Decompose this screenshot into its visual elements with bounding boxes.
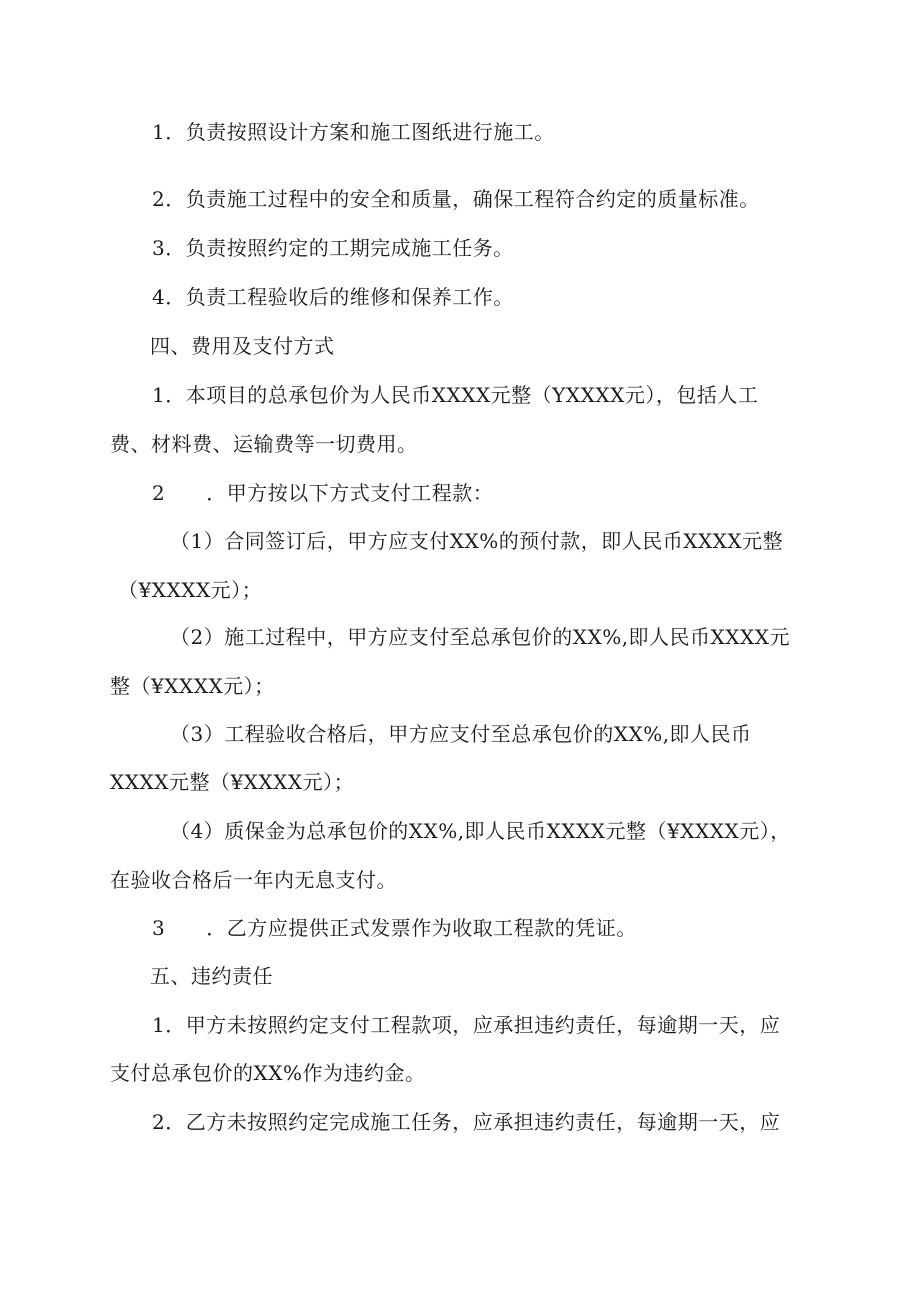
clause-line: 1．负责按照设计方案和施工图纸进行施工。: [152, 120, 555, 144]
clause-line: 整（¥XXXX元）；: [110, 674, 275, 698]
clause-line: 2 ．甲方按以下方式支付工程款：: [152, 481, 494, 505]
clause-line: （2）施工过程中，甲方应支付至总承包价的XX%,即人民币XXXX元: [170, 625, 791, 649]
clause-line: （1）合同签订后，甲方应支付XX%的预付款，即人民币XXXX元整: [170, 529, 784, 553]
clause-line: 1．甲方未按照约定支付工程款项，应承担违约责任，每逾期一天，应: [152, 1013, 781, 1037]
clause-line: 2．乙方未按照约定完成施工任务，应承担违约责任，每逾期一天，应: [152, 1110, 781, 1134]
clause-line: 在验收合格后一年内无息支付。: [110, 868, 397, 892]
clause-line: 费、材料费、运输费等一切费用。: [110, 432, 418, 456]
clause-line: （4）质保金为总承包价的XX%,即人民币XXXX元整（¥XXXX元），: [170, 819, 791, 843]
clause-line: 1．本项目的总承包价为人民币XXXX元整（YXXXX元），包括人工: [152, 383, 759, 407]
clause-line: （¥XXXX元）；: [118, 578, 263, 602]
section-heading: 五、违约责任: [150, 964, 273, 988]
clause-line: 3 ．乙方应提供正式发票作为收取工程款的凭证。: [152, 916, 637, 940]
section-heading: 四、费用及支付方式: [150, 334, 335, 358]
clause-line: 3．负责按照约定的工期完成施工任务。: [152, 236, 514, 260]
clause-line: 2．负责施工过程中的安全和质量，确保工程符合约定的质量标准。: [152, 187, 760, 211]
clause-line: （3）工程验收合格后，甲方应支付至总承包价的XX%,即人民币: [170, 722, 752, 746]
clause-line: 支付总承包价的XX%作为违约金。: [110, 1061, 426, 1085]
clause-line: 4．负责工程验收后的维修和保养工作。: [152, 285, 514, 309]
clause-line: XXXX元整（¥XXXX元）；: [110, 770, 355, 794]
